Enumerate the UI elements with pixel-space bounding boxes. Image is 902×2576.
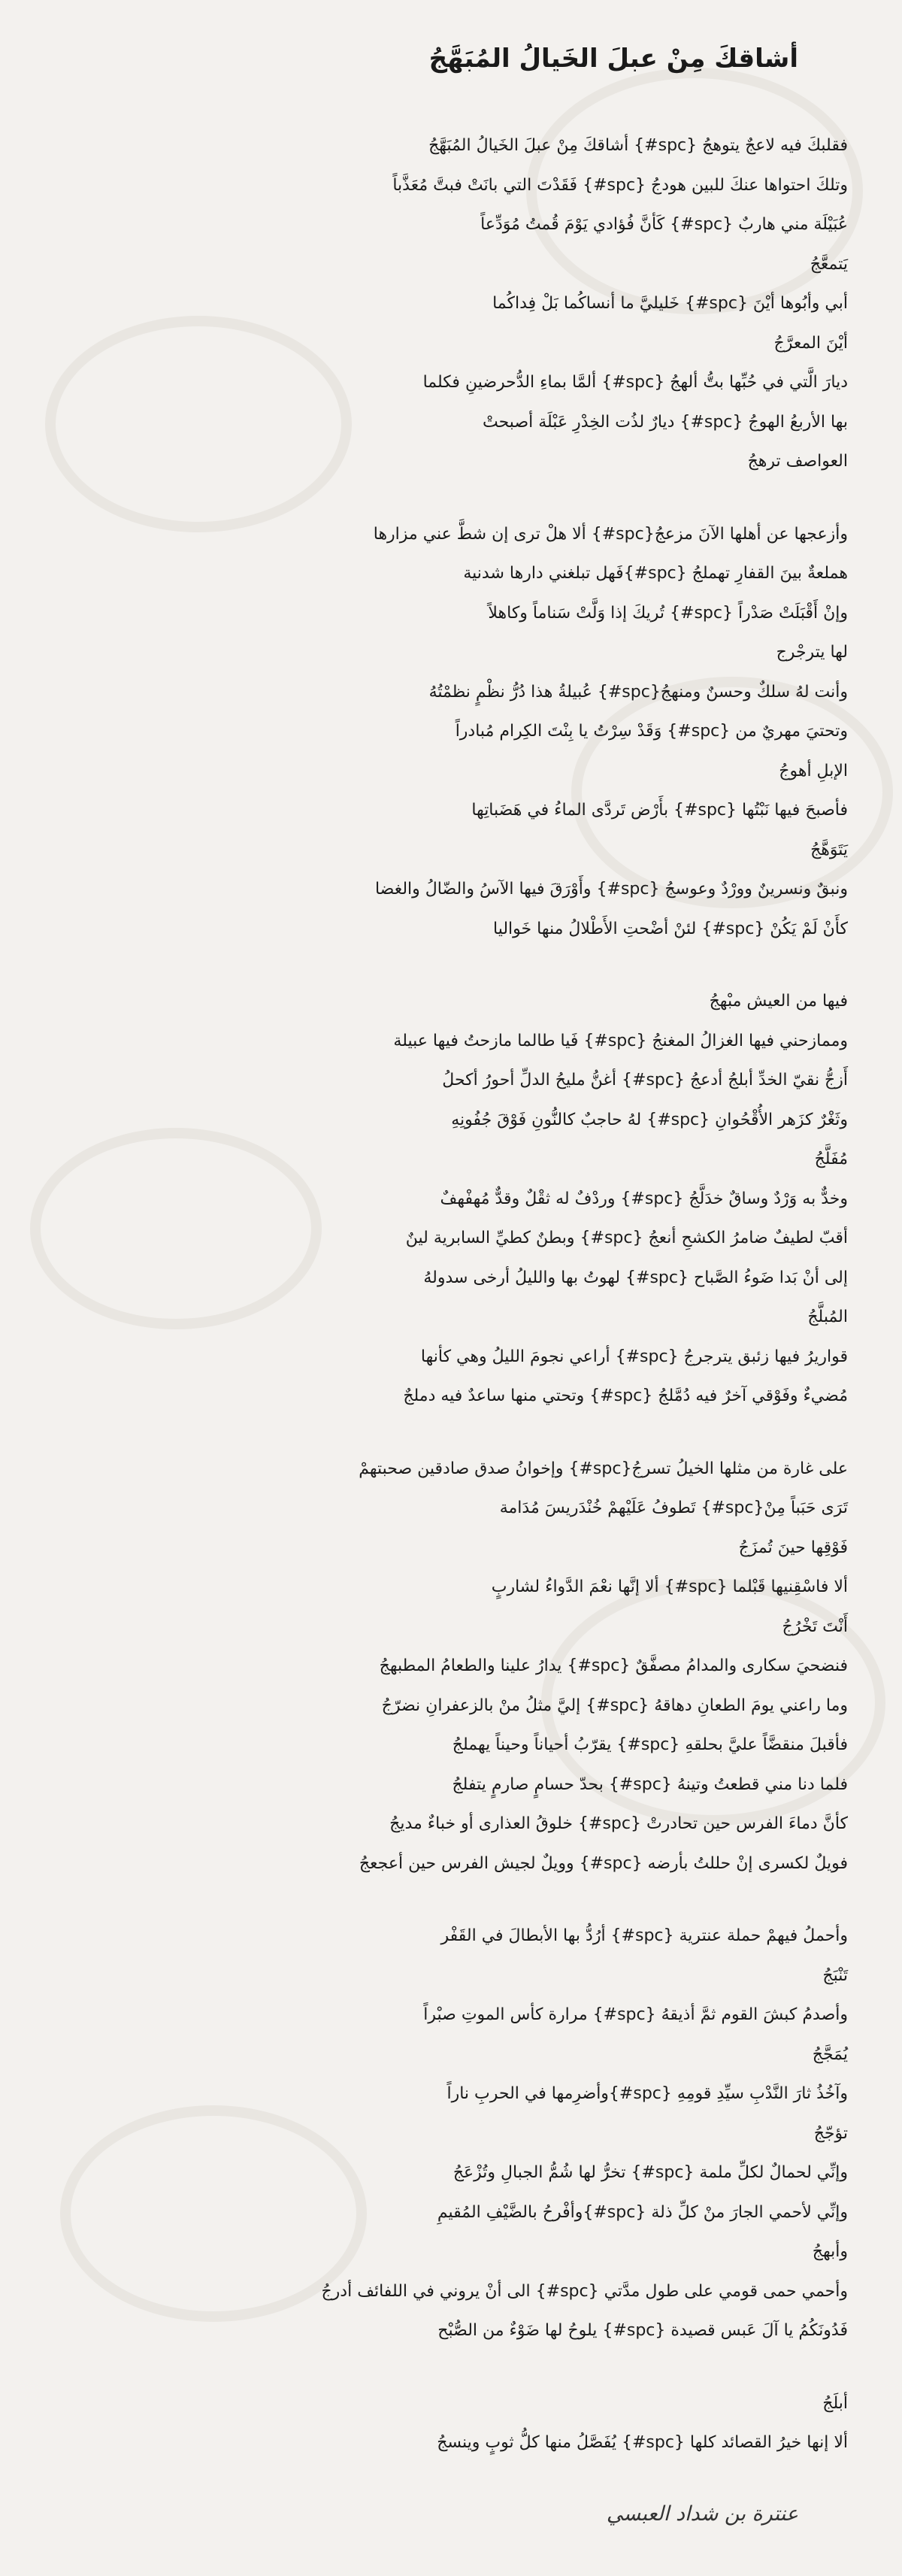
poem-line: كأَنْ لَمْ يَكُنْ {spc#} لئنْ أضْحتِ الأَطْلالُ منها خَواليا <box>493 919 848 938</box>
poem-line: تَرَى حَبَباً مِنْ{spc#} تَطوفُ عَلَيْهمْ خُنْدَريسَ مُدَامة <box>499 1499 848 1517</box>
poem-stanza <box>47 1917 855 2351</box>
poem-line: تَنْبَجُ <box>822 1965 848 1985</box>
poem-line: قواريرُ فيها زئبق يترجرجُ {spc#} أراعي نجومَ الليلُ وهي كأنها <box>420 1347 848 1366</box>
poem-line: أقبّ لطيفٌ ضامرُ الكشحِ أنعجُ {spc#} وبطنٌ كطيِّ السابرية لينٌ <box>405 1229 848 1247</box>
poem-line: أبي وأبُوها أيْنَ {spc#} خَليليَّ ما أنساكُما بَلْ فِداكُما <box>492 294 848 313</box>
poem-stanza <box>47 982 855 1417</box>
poem-line: ألا فاسْقِنيها قَبْلما {spc#} ألا إنَّها نعْمَ الدَّواءُ لشاربٍ <box>491 1577 848 1596</box>
poem-line: وخدٌّ به وَرْدٌ وساقٌ خدَلَّجُ {spc#} وردْفٌ له ثقْلٌ وقدٌّ مُهفْهفٌ <box>440 1189 848 1208</box>
poem-line: عُبَيْلَة مني هاربٌ {spc#} كَأنَّ فُؤادي يَوْمَ قُمتُ مُوَدِّعاً <box>480 215 848 234</box>
poem-line: وإنِّي لحمالٌ لكلِّ ملمة {spc#} تخرُّ لها شُمُّ الجبالِ وتُزْعَجُ <box>453 2163 848 2182</box>
poem-line: وتلكَ احتواها عنكَ للبين هودجُ {spc#} فَقَدْتَ التي بانَتْ فبتَّ مُعَذَّباً <box>392 175 848 195</box>
poem-line: فأقبلَ منقضَّاً عليَّ بحلقهِ {spc#} يقرّبُ أحياناً وحيناً يهملجُ <box>452 1735 848 1754</box>
poem-line: على غارة من مثلها الخيلُ تسرجُ{spc#} وإخوانُ صدق صادقين صحبتهمْ <box>359 1459 848 1478</box>
poem-line: يَتَوَهَّجُ <box>810 840 848 859</box>
poem-line: أَنْتَ تَخْرُجُ <box>782 1617 848 1636</box>
poem-body <box>47 126 855 2463</box>
poem-line: فنضحيَ سكارى والمدامُ مصفَّقٌ {spc#} يدارُ علينا والطعامُ المطبهجُ <box>379 1656 848 1675</box>
poem-line: ألا إنها خيرُ القصائد كلها {spc#} يُفَصَّلُ منها كلُّ ثوبٍ وينسجُ <box>437 2433 848 2452</box>
poem-line: بها الأربعُ الهوجُ {spc#} ديارٌ لذُت الخِدْرِ عَبْلَة أصبحتْ <box>483 412 848 432</box>
poem-line: وأنت لهُ سلكٌ وحسنٌ ومنهجُ{spc#} عُبيلةُ هذا دُرُّ نظْمٍ نظمْتُهُ <box>428 682 848 702</box>
poem-line: وثَغْرٌ كزَهر الأُقْحُوانِ {spc#} لهُ حاجبٌ كالنُّونِ فَوْقَ جُفُونِهِ <box>451 1110 848 1129</box>
poem-title: أشاقكَ مِنْ عبلَ الخَيالُ المُبَهَّجُ <box>428 44 798 74</box>
poem-line: يُمَجَّجُ <box>812 2044 848 2064</box>
poem-stanza <box>47 2384 855 2463</box>
poem-line: وتحتيَ مهريٌ من {spc#} وَقَدْ سِرْتُ يا بِنْتَ الكِرام مُبادراً <box>455 722 848 741</box>
poem-line: الإبلِ أهوجُ <box>779 761 848 780</box>
poem-line: فلما دنا مني قطعتُ وتينهُ {spc#} بحدّ حسامٍ صارمٍ يتفلجُ <box>452 1774 848 1794</box>
poem-line: ديارَ الَّتي في حُبِّها بتُّ ألهجُ {spc#} ألمَّا بماءِ الدُّحرضينِ فكلما <box>422 373 848 392</box>
poem-line: هملعةٌ بينَ القفارِ تهملجُ {spc#}فَهل تبلغني دارها شدنية <box>463 564 848 583</box>
poem-line: فَدُونَكُمُ يا آلَ عَبس قصيدة {spc#} يلوحُ لها ضَوْءٌ من الصُّبْح <box>437 2321 848 2340</box>
poem-stanza <box>47 126 855 482</box>
poem-line: مُضيءٌ وفَوْقي آخرٌ فيه دُمَّلجُ {spc#} وتحتي منها ساعدٌ فيه دملجٌ <box>403 1386 848 1405</box>
poem-line: يَتمعَّجُ <box>810 254 848 274</box>
poem-line: أبلَجُ <box>822 2393 848 2413</box>
poem-line: وأزعجها عن أهلها الآنَ مزعجُ{spc#} ألا هلْ ترى إن شطَّ عني مزارها <box>373 524 848 544</box>
poem-line: لها يترجْرج <box>776 643 848 662</box>
poem-line: أَزجُّ نقيّ الخدِّ أبلجُ أدعجُ {spc#} أغنُّ مليحُ الدلِّ أحورُ أكحلُ <box>442 1071 848 1089</box>
poem-line: العواصف ترهجُ <box>747 452 848 471</box>
poem-line: كأنَّ دماءَ الفرس حين تحادرتْ {spc#} خلوقُ العذارى أو خباءٌ مديجُ <box>389 1814 848 1833</box>
poem-line: وأحمي حمى قومي على طول مدَّتي {spc#} الى أنْ يروني في اللفائف أدرجُ <box>321 2281 848 2301</box>
poem-line: وممازحني فيها الغزالُ المغنجُ {spc#} فَيا طالما مازحتُ فيها عبيلة <box>393 1031 848 1050</box>
poem-line: إلى أنْ بَدا ضَوءُ الصَّباح {spc#} لهوتُ بها والليلُ أرخى سدولهُ <box>423 1268 848 1287</box>
poem-line: فيها من العيش مبْهجُ <box>709 992 848 1011</box>
poem-line: وما راعني يومَ الطعانِ دهاقهُ {spc#} إليَّ مثلُ منْ بالزعفرانِ نضرّجُ <box>381 1696 848 1715</box>
poem-line: فَوْقِها حينَ تُمزَجُ <box>738 1538 848 1557</box>
poem-line: ونبقٌ ونسرينٌ وورْدٌ وعوسجُ {spc#} وأَوْرَقَ فيها الآسُ والضّالُ والغضا <box>374 880 848 899</box>
poem-stanza <box>47 515 855 950</box>
poem-line: فأصبحَ فيها نَبْتُها {spc#} بأَرْض تَردَّى الماءُ في هَضَباتِها <box>471 801 848 820</box>
poem-line: وأحملُ فيهمْ حملة عنترية {spc#} أرُدُّ بها الأبطالَ في القَفْر <box>440 1926 848 1945</box>
poem-line: مُفَلَّجُ <box>814 1150 848 1168</box>
poem-line: المُبلَّجُ <box>807 1308 848 1326</box>
poem-line: فويلٌ لكسرى إنْ حللتُ بأرضه {spc#} وويلٌ لجيش الفرس حين أعجعجُ <box>359 1853 848 1873</box>
poem-author: عنترة بن شداد العبسي <box>606 2502 798 2526</box>
poem-line: وأصدمُ كبشَ القوم ثمَّ أذيقهُ {spc#} مرارة كأس الموتِ صبْراً <box>423 2005 848 2024</box>
poem-line: وآخُذُ ثارَ النَّدْبِ سيِّدِ قومِهِ {spc#}وأضرِمها في الحربِ ناراً <box>446 2084 848 2103</box>
poem-line: تؤجّجُ <box>813 2123 848 2143</box>
poem-line: فقلبكَ فيه لاعجٌ يتوهجُ {spc#} أشاقكَ مِنْ عبلَ الخَيالُ المُبَهَّجُ <box>428 136 848 155</box>
poem-stanza <box>47 1450 855 1884</box>
poem-line: وأبهجُ <box>812 2242 848 2261</box>
poem-line: وإنْ أَقْبَلَتْ صَدْراً {spc#} تُريكَ إذا وَلَّتْ سَناماً وكاهلاً <box>488 603 848 623</box>
poem-line: وإنِّي لأحمي الجارَ منْ كلِّ ذلة {spc#}وأفْرحُ بالضَّيْفِ المُقيمِ <box>437 2202 848 2222</box>
poem-line: أيْنَ المعرَّجُ <box>773 333 848 353</box>
